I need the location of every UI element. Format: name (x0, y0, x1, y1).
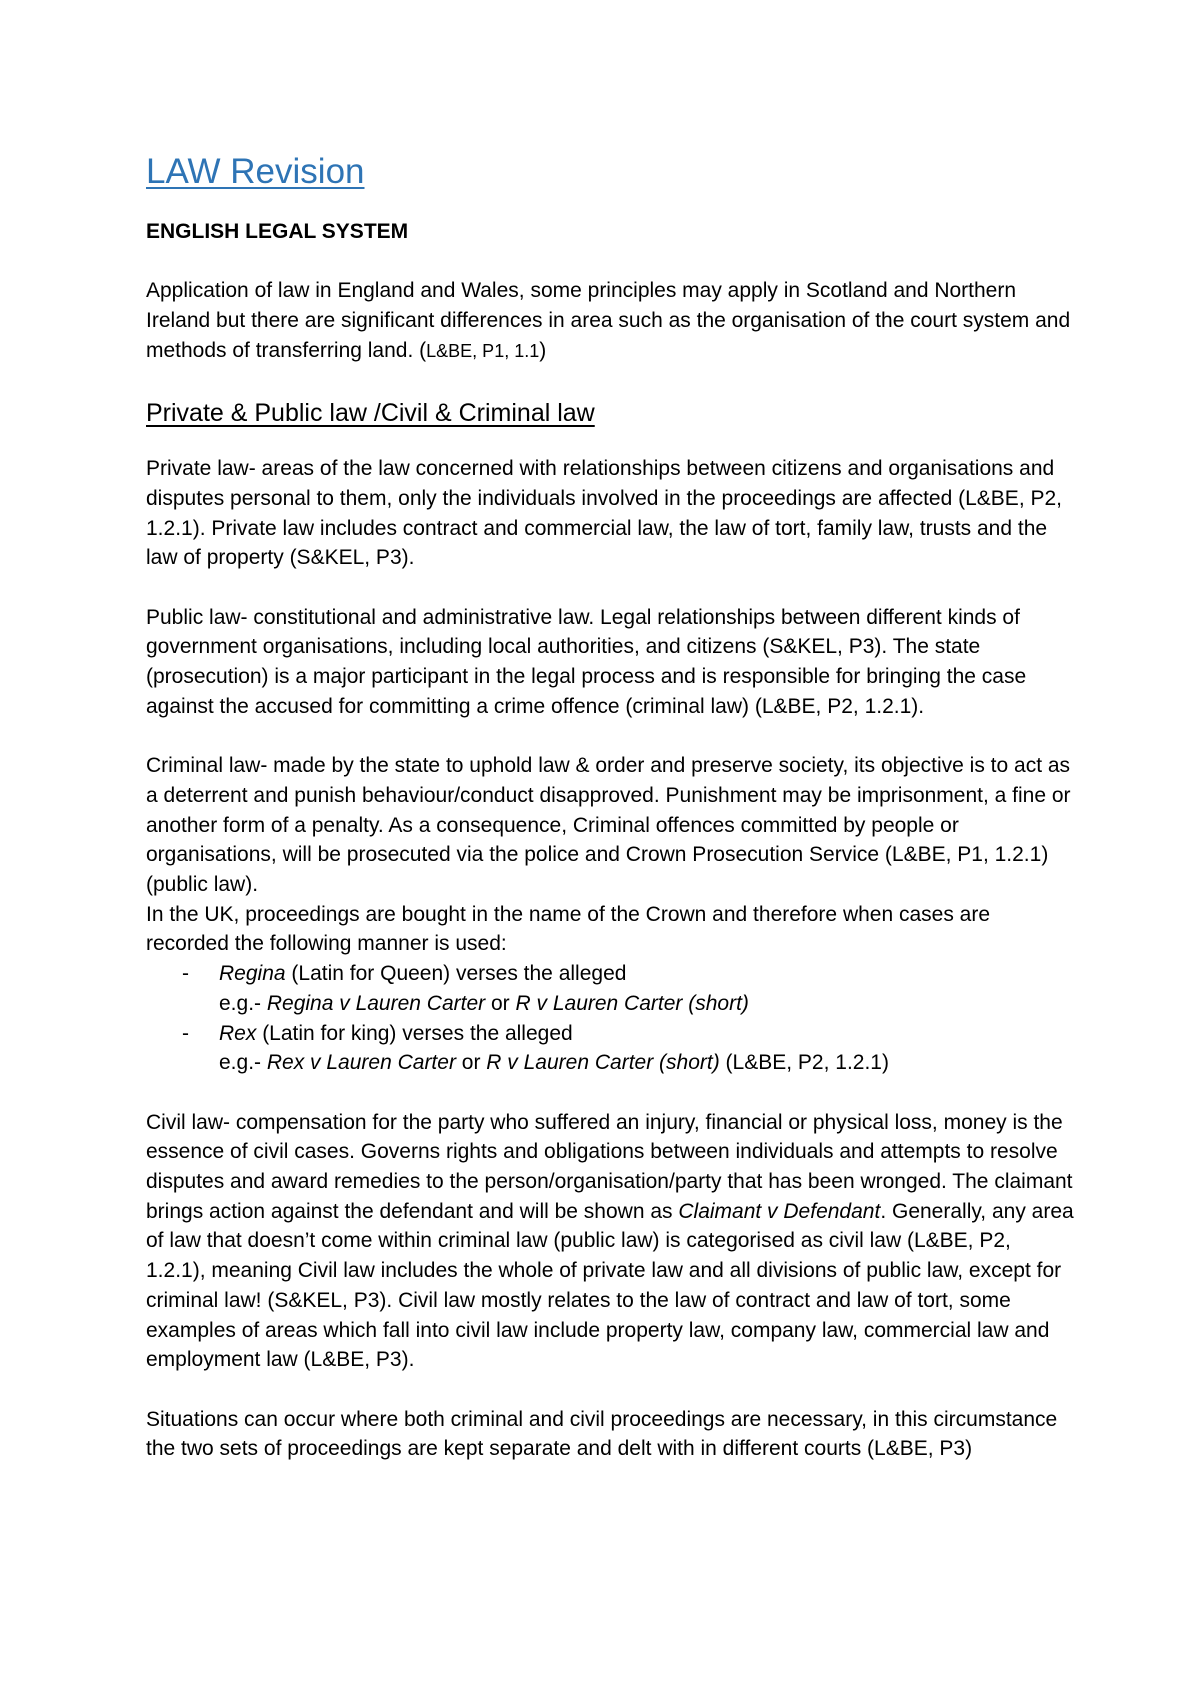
example-short: R v Lauren Carter (short) (486, 1051, 720, 1075)
civil-law-text-after: . Generally, any area of law that doesn’t come within criminal law (public law) is categorised as civil law (L&BE, P2, 1.2.1), meaning Civil law includes the whole of private law and all divisions of public law, except for criminal law! (S&KEL, P3). Civil law mostly relates to the law of contract and law of tort, some examples of areas which fall into civil law include property law, company law, commercial law and employment law (L&BE, P3). (146, 1199, 1074, 1372)
example-ref: (L&BE, P2, 1.2.1) (719, 1051, 889, 1075)
criminal-law-paragraph: Criminal law- made by the state to uphold law & order and preserve society, its objective is to act as a deterrent and punish behaviour/conduct disapproved. Punishment may be imprisonment, a fine or another form of a penalty. As a consequence, Criminal offences committed by people or organisations, will be prosecuted via the police and Crown Prosecution Service (L&BE, P1, 1.2.1) (public law). (146, 754, 1071, 896)
list-item (146, 959, 1076, 1018)
example-short: R v Lauren Carter (short) (515, 991, 749, 1015)
example-full: Rex v Lauren Carter (266, 1051, 456, 1075)
page-title: LAW Revision (146, 152, 365, 191)
civil-law-paragraph (146, 1108, 1076, 1375)
list-dash: - (182, 1021, 189, 1045)
public-law-paragraph: Public law- constitutional and administrative law. Legal relationships between different kinds of government organisations, including local authorities, and citizens (S&KEL, P3). The state (prosecution) is a major participant in the legal process and is responsible for bringing the case against the accused for committing a crime offence (criminal law) (L&BE, P2, 1.2.1). (146, 605, 1027, 718)
intro-ref: L&BE, P1, 1.1 (426, 340, 540, 361)
case-naming-list (146, 959, 1076, 1078)
intro-ref-close: ) (539, 338, 547, 362)
intro-text: Application of law in England and Wales, some principles may apply in Scotland and Northern Ireland but there are significant differences in area such as the organisation of the court system and methods of transferring land. (146, 279, 1071, 362)
civil-law-italic: Claimant v Defendant (678, 1199, 881, 1223)
private-law-paragraph: Private law- areas of the law concerned with relationships between citizens and organisations and disputes personal to them, only the individuals involved in the proceedings are affected (L&BE, P2, 1.2.1). Private law includes contract and commercial law, the law of tort, family law, trusts and the law of property (S&KEL, P3). (146, 457, 1063, 570)
intro-ref-open: ( (419, 338, 427, 362)
case-term: Regina (219, 962, 286, 986)
civil-law-text-before: Civil law- compensation for the party who suffered an injury, financial or physical loss, money is the essence of civil cases. Governs rights and obligations between individuals and attempts to resolve disputes and award remedies to the person/organisation/party that has been wronged. The claimant brings action against the defendant and will be shown as (146, 1110, 1073, 1223)
example-or: or (455, 1051, 487, 1075)
case-example (219, 1048, 1076, 1078)
example-or: or (485, 991, 516, 1015)
example-prefix: e.g.- (219, 991, 267, 1015)
example-full: Regina v Lauren Carter (266, 991, 486, 1015)
case-term: Rex (219, 1021, 257, 1045)
situations-paragraph: Situations can occur where both criminal and civil proceedings are necessary, in this circumstance the two sets of proceedings are kept separate and delt with in different courts (L&BE, P3) (146, 1407, 1058, 1461)
document-body (146, 150, 1076, 1494)
case-desc: (Latin for Queen) verses the alleged (285, 962, 627, 986)
case-example (219, 989, 1076, 1019)
section-heading: ENGLISH LEGAL SYSTEM (146, 220, 409, 243)
list-item (146, 1019, 1076, 1078)
example-prefix: e.g.- (219, 1051, 267, 1075)
case-desc: (Latin for king) verses the alleged (256, 1021, 573, 1045)
subheading: Private & Public law /Civil & Criminal law (146, 399, 595, 428)
intro-paragraph (146, 276, 1076, 366)
list-dash: - (182, 962, 189, 986)
uk-proceedings-paragraph: In the UK, proceedings are bought in the name of the Crown and therefore when cases are recorded the following manner is used: (146, 902, 991, 956)
